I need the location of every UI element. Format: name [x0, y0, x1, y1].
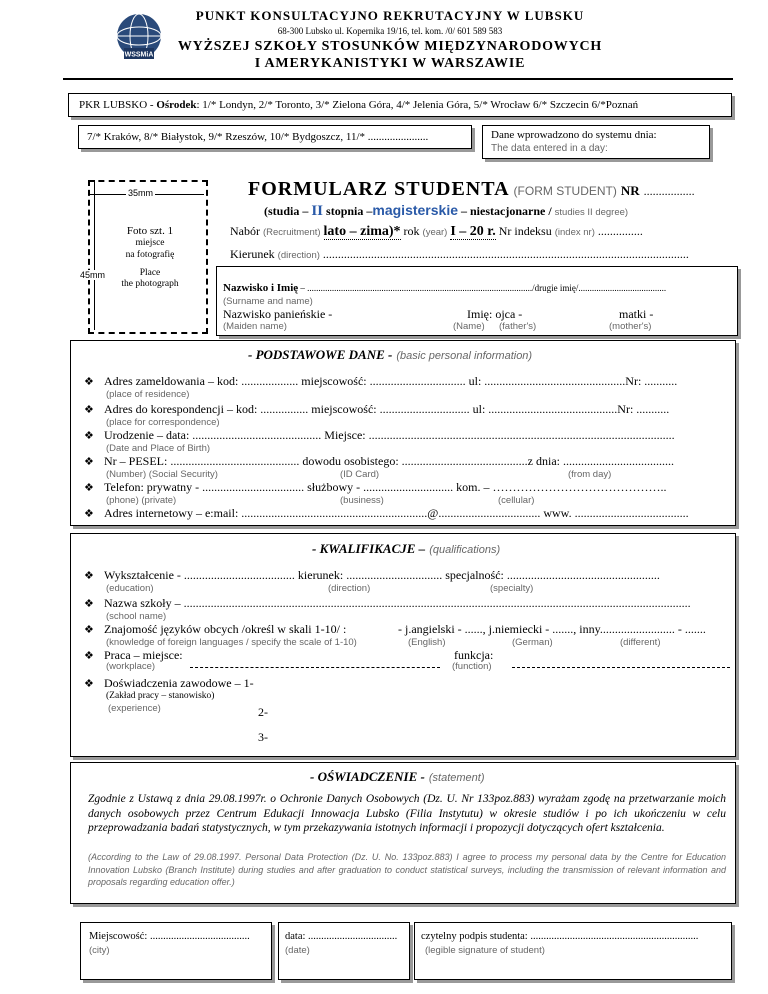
svg-text:WSSMiA: WSSMiA [124, 51, 154, 59]
languages-field[interactable]: - j.angielski - ......, j.niemiecki - ......., inny......................... - ....... [398, 622, 706, 636]
experience-label[interactable]: Doświadczenia zawodowe – 1- [104, 676, 254, 690]
experience-sub: (Zakład pracy – stanowisko) [106, 691, 215, 701]
workplace-en: (workplace) [106, 661, 156, 672]
workplace-label: Praca – miejsce: [104, 648, 183, 662]
specialty-en: (specialty) [490, 583, 534, 594]
statement-title-line [310, 768, 485, 786]
basic-title-line [248, 346, 532, 364]
business-en: (business) [340, 495, 384, 506]
centers-list2: 7/* Kraków, 8/* Białystok, 9/* Rzeszów, 10/* Bydgoszcz, 11/* ...................... [87, 131, 429, 143]
form-nr-label: NR [620, 183, 640, 198]
centers-box-2 [78, 125, 472, 149]
correspondence-en: (place for correspondence) [106, 417, 220, 428]
form-title-line [248, 178, 695, 201]
workplace-field[interactable] [190, 667, 440, 668]
header-rule [63, 78, 733, 80]
studia-b: stopnia – [323, 204, 373, 218]
rok-en: (year) [422, 227, 448, 238]
german-en: (German) [512, 637, 553, 648]
basic-title-en: (basic personal information) [396, 350, 533, 362]
photo-line1: Foto szt. 1 [126, 225, 174, 237]
indeks-label: Nr indeksu [498, 224, 552, 238]
date-box [278, 922, 410, 980]
experience-2[interactable]: 2- [258, 705, 268, 719]
kierunek-line [230, 247, 689, 262]
qual-title-en: (qualifications) [429, 544, 501, 556]
name-line [223, 282, 666, 294]
school-name-field[interactable]: Nazwa szkoły – ......................................................................................................................................................................... [104, 596, 691, 610]
indeks-field[interactable]: ............... [597, 224, 643, 238]
bullet-icon: ❖ [84, 404, 94, 416]
bullet-icon: ❖ [84, 570, 94, 582]
phone-en: (phone) (private) [106, 495, 177, 506]
photo-line3: na fotografię [125, 250, 175, 260]
photo-width: 35mm [128, 188, 154, 198]
english-en: (English) [408, 637, 446, 648]
signature-en: (legible signature of student) [425, 945, 545, 956]
mother-label[interactable]: matki - [619, 307, 654, 321]
birth-en: (Date and Place of Birth) [106, 443, 211, 454]
experience-3[interactable]: 3- [258, 730, 268, 744]
centers-list1: : 1/* Londyn, 2/* Toronto, 3/* Zielona Góra, 4/* Jelenia Góra, 5/* Wrocław 6/* Szczecin 6/*Poznań [196, 99, 639, 111]
experience-en: (experience) [108, 703, 161, 714]
from-day-en: (from day) [568, 469, 612, 480]
date-field[interactable]: data: .................................. [285, 931, 398, 942]
indeks-en: (index nr) [554, 227, 595, 238]
statement-pl: Zgodnie z Ustawą z dnia 29.08.1997r. o Ochronie Danych Osobowych (Dz. U. Nr 133poz.883) wyrażam zgodę na przetwarzanie moich danych osobowych przez Centrum Edukacji Innowacja Lubsko (Filia Instytutu) w okresie studiów i po ich ukończeniu w celu przeprowadzania badań statystycznych, w tym przekazywania istotnych informacji i propozycji dotyczących ofert kształcenia. [88, 793, 726, 834]
pkr-label: PKR LUBSKO - [79, 99, 157, 111]
languages-label: Znajomość języków obcych /określ w skali 1-10/ : [104, 622, 347, 636]
signature-field[interactable]: czytelny podpis studenta: ................................................................ [421, 931, 699, 942]
studia-a: (studia – [264, 204, 312, 218]
qual-title-line [312, 540, 500, 558]
photo-line2: miejsce [135, 238, 165, 248]
pesel-en: (Number) (Social Security) [106, 469, 218, 480]
studia-ii: II [311, 203, 324, 219]
different-en: (different) [620, 637, 661, 648]
languages-en: (knowledge of foreign languages / specify the scale of 1-10) [106, 637, 357, 648]
education-en: (education) [106, 583, 154, 594]
photo-height-arrow [94, 180, 95, 330]
header-address: 68-300 Lubsko ul. Kopernika 19/16, tel. kom. /0/ 601 589 583 [277, 26, 503, 36]
bullet-icon: ❖ [84, 456, 94, 468]
statement-title: - OŚWIADCZENIE - [310, 769, 425, 784]
function-en: (function) [452, 661, 492, 672]
bullet-icon: ❖ [84, 376, 94, 388]
header-line1: PUNKT KONSULTACYJNO REKRUTACYJNY W LUBSKU [195, 8, 585, 23]
city-field[interactable]: Miejscowość: ...................................... [89, 931, 250, 942]
id-card-en: (ID Card) [340, 469, 380, 480]
direction-en: (direction) [328, 583, 371, 594]
residence-en: (place of residence) [106, 389, 190, 400]
header-line4: I AMERYKANISTYKI W WARSZAWIE [254, 56, 526, 71]
statement-title-en: (statement) [428, 772, 485, 784]
cellular-en: (cellular) [498, 495, 535, 506]
kierunek-en: (direction) [277, 250, 320, 261]
maiden-en: (Maiden name) [223, 321, 287, 332]
pesel-field[interactable]: Nr – PESEL: ........................................... dowodu osobistego: ..........................................z dnia: ..................................... [104, 454, 674, 468]
name-box [216, 266, 738, 336]
photo-line5: the photograph [121, 279, 179, 289]
header-line3: WYŻSZEJ SZKOŁY STOSUNKÓW MIĘDZYNARODOWYCH [177, 39, 603, 54]
nabor-line [230, 224, 643, 240]
qual-title: - KWALIFIKACJE – [312, 541, 426, 556]
entered-label: Dane wprowadzono do systemu dnia: [491, 129, 657, 141]
entered-label-en: The data entered in a day: [491, 143, 608, 154]
basic-title: - PODSTAWOWE DANE - [248, 347, 393, 362]
kierunek-label: Kierunek [230, 247, 275, 261]
kierunek-field[interactable]: .......................................................................................................................... [322, 247, 689, 261]
photo-line4: Place [139, 268, 161, 278]
rok-value[interactable]: I – 20 r. [450, 224, 496, 239]
studia-line [264, 202, 628, 220]
bullet-icon: ❖ [84, 598, 94, 610]
education-field[interactable]: Wykształcenie - ..................................... kierunek: ................................ specjalność: ................................................... [104, 568, 660, 582]
name-label: Nazwisko i Imię [223, 282, 299, 294]
residence-field[interactable]: Adres zameldowania – kod: ................... miejscowość: ................................ ul: ...............................................Nr: ........... [104, 374, 678, 388]
birth-field[interactable]: Urodzenie – data: ........................................... Miejsce: ...................................................................................................... [104, 428, 675, 442]
photo-height: 45mm [80, 270, 106, 280]
email-field[interactable]: Adres internetowy – e:mail: ..............................................................@.................................. www. ...................................... [104, 506, 689, 520]
father-label[interactable]: Imię: ojca - [467, 307, 523, 321]
name-en: (Name) [453, 321, 485, 332]
correspondence-field[interactable]: Adres do korespondencji – kod: ................ miejscowość: .............................. ul: ...........................................Nr: ........... [104, 402, 670, 416]
date-en: (date) [285, 945, 310, 956]
name-label-en: (Surname and name) [223, 296, 313, 307]
studia-c: – niestacjonarne / [458, 204, 555, 218]
nabor-value[interactable]: lato – zima)* [323, 224, 401, 239]
osrodek-label: Ośrodek [156, 99, 197, 111]
nabor-en: (Recruitment) [263, 227, 321, 238]
bullet-icon: ❖ [84, 624, 94, 636]
bullet-icon: ❖ [84, 508, 94, 520]
signature-box [414, 922, 732, 980]
rok-label: rok [403, 224, 420, 238]
function-field[interactable] [512, 667, 730, 668]
statement-en: (According to the Law of 29.08.1997. Personal Data Protection (Dz. U. No. 133poz.883) I agree to process my personal data by the Centre for Education Innovation Lubsko (Branch Institute) during studies and after graduation to conduct statistical surveys, including the transmission of relevant information and proposals regarding education offer.) [88, 852, 726, 887]
form-title: FORMULARZ STUDENTA [248, 178, 510, 200]
entered-box [482, 125, 710, 159]
nabor-label: Nabór [230, 224, 260, 238]
father-en: (father's) [499, 321, 537, 332]
studia-en: studies II degree) [554, 207, 629, 218]
bullet-icon: ❖ [84, 678, 94, 690]
form-title-en: (FORM STUDENT) [513, 184, 617, 198]
bullet-icon: ❖ [84, 430, 94, 442]
city-box [80, 922, 272, 980]
phone-field[interactable]: Telefon: prywatny - .................................. służbowy - .............................. kom. – …………………………………….. [104, 480, 667, 494]
centers-box [68, 93, 732, 117]
school-name-en: (school name) [106, 611, 167, 622]
form-nr-field[interactable]: ................. [643, 184, 695, 198]
bullet-icon: ❖ [84, 482, 94, 494]
maiden-label[interactable]: Nazwisko panieńskie - [223, 307, 333, 321]
mother-en: (mother's) [609, 321, 652, 332]
bullet-icon: ❖ [84, 650, 94, 662]
studia-mag: magisterskie [372, 202, 458, 218]
city-en: (city) [89, 945, 110, 956]
function-label: funkcja: [454, 648, 494, 662]
name-field[interactable]: – ..................................................................................................../drugie imię/....................................... [298, 283, 667, 293]
